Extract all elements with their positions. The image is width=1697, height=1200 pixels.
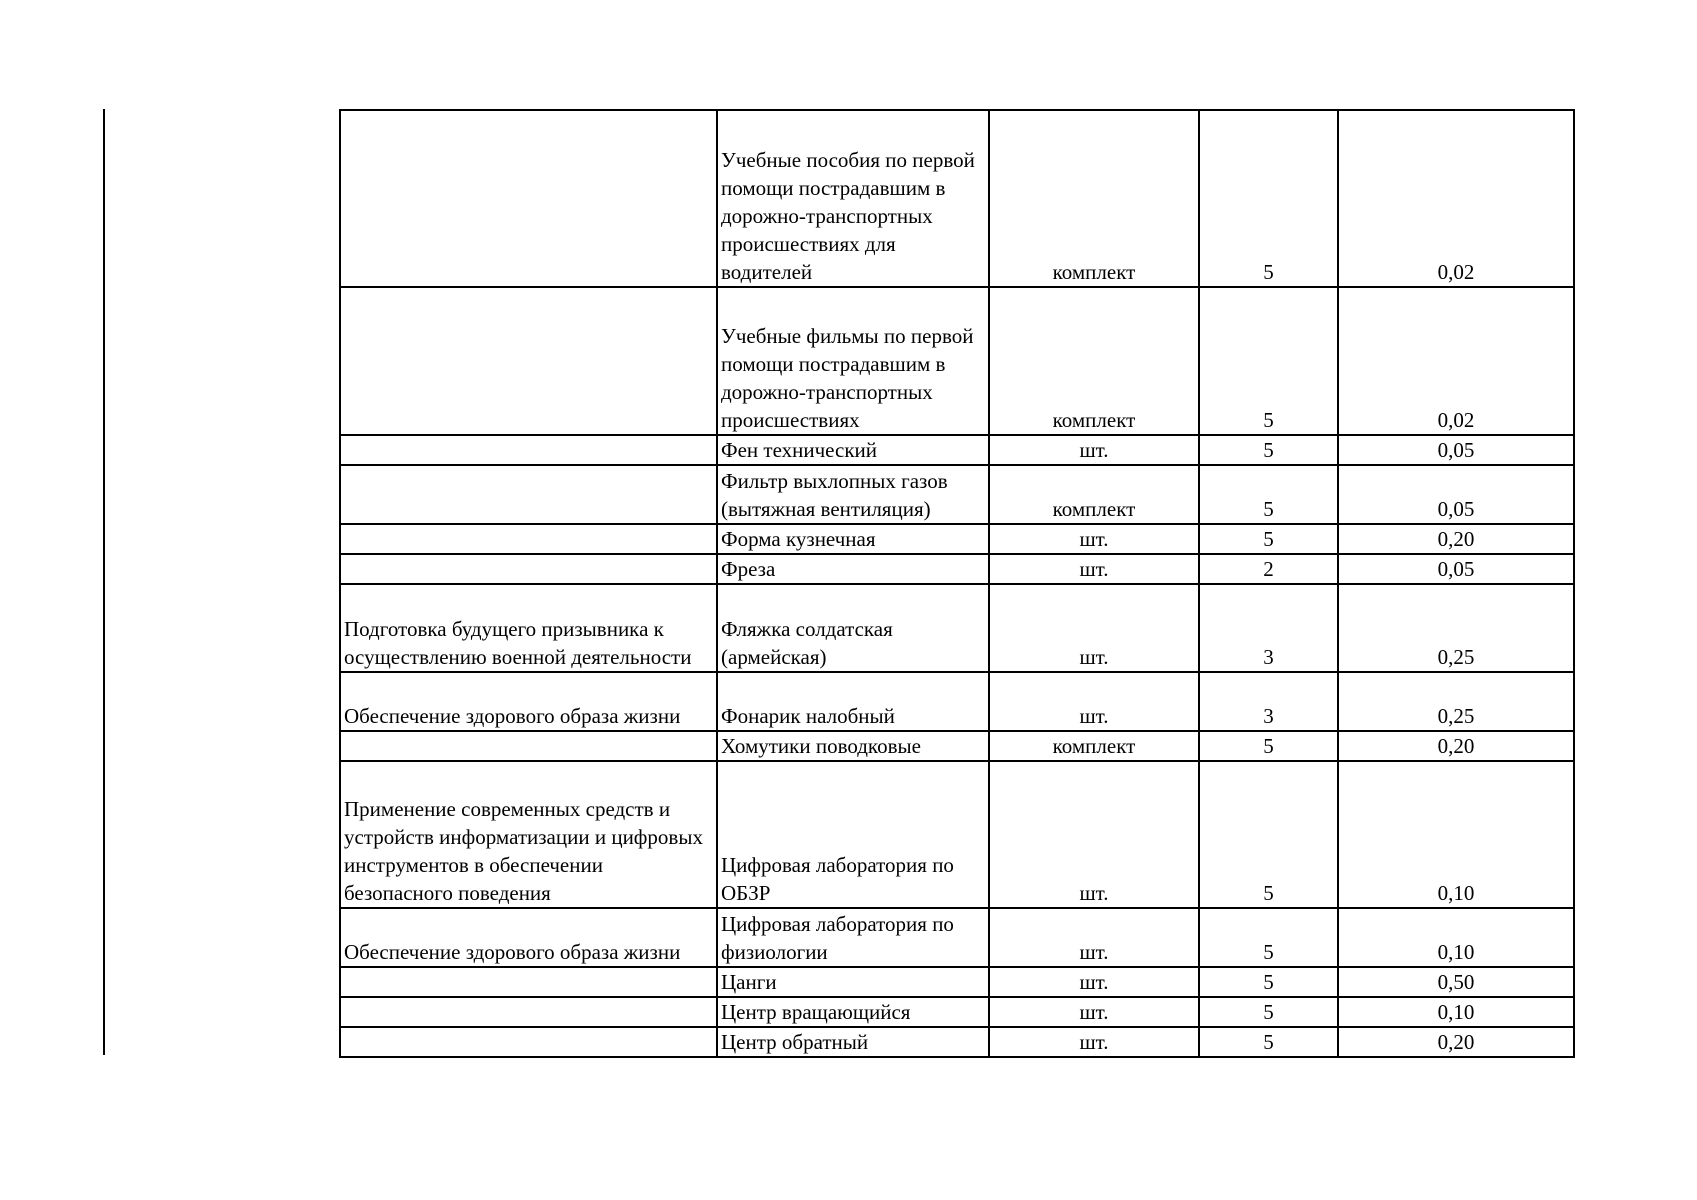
- quantity-cell: 5: [1199, 761, 1338, 908]
- unit-cell: шт.: [989, 997, 1199, 1027]
- coefficient-cell: 0,20: [1338, 524, 1574, 554]
- quantity-cell: 5: [1199, 967, 1338, 997]
- coefficient-cell: 0,05: [1338, 554, 1574, 584]
- coefficient-cell: 0,25: [1338, 584, 1574, 672]
- quantity-cell: 5: [1199, 524, 1338, 554]
- section-cell: Подготовка будущего призывника к осуществлению военной деятельности: [340, 584, 717, 672]
- unit-cell: комплект: [989, 110, 1199, 287]
- unit-cell: шт.: [989, 524, 1199, 554]
- quantity-cell: 5: [1199, 731, 1338, 761]
- section-cell: [340, 997, 717, 1027]
- unit-cell: шт.: [989, 908, 1199, 967]
- coefficient-cell: 0,20: [1338, 731, 1574, 761]
- quantity-cell: 5: [1199, 435, 1338, 465]
- item-name-cell: Цифровая лаборатория по физиологии: [717, 908, 989, 967]
- table-row: [340, 435, 1574, 465]
- table-row: [340, 287, 1574, 435]
- item-name-cell: Цифровая лаборатория по ОБЗР: [717, 761, 989, 908]
- section-cell: [340, 731, 717, 761]
- item-name-cell: Хомутики поводковые: [717, 731, 989, 761]
- table-row: [340, 672, 1574, 731]
- table-row: [340, 997, 1574, 1027]
- table-row: [340, 1027, 1574, 1057]
- table-row: [340, 967, 1574, 997]
- coefficient-cell: 0,50: [1338, 967, 1574, 997]
- coefficient-cell: 0,05: [1338, 435, 1574, 465]
- section-cell: [340, 287, 717, 435]
- unit-cell: шт.: [989, 554, 1199, 584]
- section-cell: [340, 465, 717, 524]
- quantity-cell: 5: [1199, 1027, 1338, 1057]
- table-row: [340, 731, 1574, 761]
- quantity-cell: 5: [1199, 110, 1338, 287]
- unit-cell: комплект: [989, 465, 1199, 524]
- section-cell: [340, 524, 717, 554]
- section-cell: [340, 554, 717, 584]
- quantity-cell: 5: [1199, 908, 1338, 967]
- unit-cell: шт.: [989, 761, 1199, 908]
- coefficient-cell: 0,02: [1338, 287, 1574, 435]
- quantity-cell: 5: [1199, 997, 1338, 1027]
- item-name-cell: Фреза: [717, 554, 989, 584]
- section-cell: [340, 435, 717, 465]
- item-name-cell: Центр вращающийся: [717, 997, 989, 1027]
- unit-cell: комплект: [989, 287, 1199, 435]
- unit-cell: шт.: [989, 1027, 1199, 1057]
- unit-cell: комплект: [989, 731, 1199, 761]
- coefficient-cell: 0,10: [1338, 908, 1574, 967]
- table-row: [340, 584, 1574, 672]
- unit-cell: шт.: [989, 672, 1199, 731]
- unit-cell: шт.: [989, 967, 1199, 997]
- coefficient-cell: 0,05: [1338, 465, 1574, 524]
- item-name-cell: Фильтр выхлопных газов (вытяжная вентиляция): [717, 465, 989, 524]
- unit-cell: шт.: [989, 584, 1199, 672]
- item-name-cell: Форма кузнечная: [717, 524, 989, 554]
- section-cell: Обеспечение здорового образа жизни: [340, 672, 717, 731]
- item-name-cell: Центр обратный: [717, 1027, 989, 1057]
- table-row: [340, 908, 1574, 967]
- section-cell: Применение современных средств и устройств информатизации и цифровых инструментов в обеспечении безопасного поведения: [340, 761, 717, 908]
- quantity-cell: 5: [1199, 287, 1338, 435]
- unit-cell: шт.: [989, 435, 1199, 465]
- section-cell: [340, 110, 717, 287]
- section-cell: [340, 967, 717, 997]
- coefficient-cell: 0,25: [1338, 672, 1574, 731]
- section-cell: Обеспечение здорового образа жизни: [340, 908, 717, 967]
- item-name-cell: Фляжка солдатская (армейская): [717, 584, 989, 672]
- coefficient-cell: 0,10: [1338, 761, 1574, 908]
- coefficient-cell: 0,20: [1338, 1027, 1574, 1057]
- coefficient-cell: 0,10: [1338, 997, 1574, 1027]
- item-name-cell: Цанги: [717, 967, 989, 997]
- item-name-cell: Фен технический: [717, 435, 989, 465]
- table-row: [340, 524, 1574, 554]
- left-margin-rule: [103, 109, 105, 1055]
- quantity-cell: 3: [1199, 584, 1338, 672]
- item-name-cell: Учебные пособия по первой помощи пострадавшим в дорожно-транспортных происшествиях для водителей: [717, 110, 989, 287]
- table-row: [340, 465, 1574, 524]
- item-name-cell: Учебные фильмы по первой помощи пострадавшим в дорожно-транспортных происшествиях: [717, 287, 989, 435]
- equipment-table: [339, 109, 1575, 1058]
- coefficient-cell: 0,02: [1338, 110, 1574, 287]
- table-row: [340, 110, 1574, 287]
- item-name-cell: Фонарик налобный: [717, 672, 989, 731]
- table-row: [340, 761, 1574, 908]
- section-cell: [340, 1027, 717, 1057]
- quantity-cell: 3: [1199, 672, 1338, 731]
- quantity-cell: 5: [1199, 465, 1338, 524]
- quantity-cell: 2: [1199, 554, 1338, 584]
- table-row: [340, 554, 1574, 584]
